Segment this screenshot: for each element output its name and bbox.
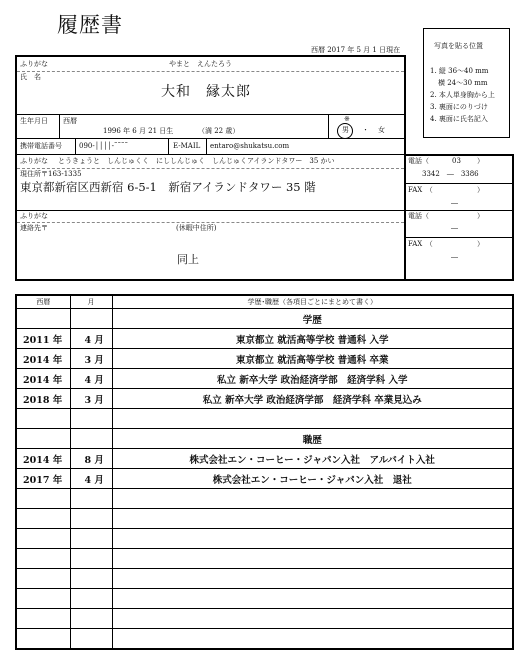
birth-era: 西暦: [63, 117, 77, 125]
address-label: 現住所〒163-1335: [20, 170, 82, 178]
history-month: [70, 309, 112, 329]
tel-close: ）: [477, 157, 484, 165]
gender-separator: ・: [362, 126, 369, 134]
history-row: [16, 629, 513, 650]
history-content: [112, 549, 513, 569]
gender-note: ※: [344, 115, 350, 123]
birth-label: 生年月日: [20, 117, 48, 125]
name-furigana: やまと えんたろう: [169, 60, 232, 68]
history-year: [16, 589, 70, 609]
email-label: E-MAIL: [173, 142, 201, 150]
history-content: 職歴: [112, 429, 513, 449]
contact-tel-dash: ―: [451, 224, 458, 232]
history-month: [70, 529, 112, 549]
tel-value: 3342 ― 3386: [422, 170, 479, 178]
history-content: [112, 509, 513, 529]
history-header-month: 月: [70, 295, 112, 309]
history-header-content: 学歴･職歴（各項目ごとにまとめて書く）: [112, 295, 513, 309]
history-year: [16, 429, 70, 449]
history-month: 8 月: [70, 449, 112, 469]
history-row: [16, 569, 513, 589]
history-month: [70, 489, 112, 509]
history-content: [112, 609, 513, 629]
contact-fax-label: FAX （: [408, 240, 433, 248]
contact-tel-label: 電話（: [408, 212, 429, 220]
history-content: [112, 589, 513, 609]
history-year: [16, 569, 70, 589]
history-year: 2014 年: [16, 349, 70, 369]
photo-title: 写真を貼る位置: [434, 42, 483, 50]
address-furigana-label: ふりがな: [20, 157, 48, 165]
history-header: [16, 295, 513, 309]
history-row: [16, 489, 513, 509]
mobile-value: 090-││││-˜˜˜˜: [79, 142, 128, 150]
photo-line: 1. 縦 36〜40 mm: [430, 67, 489, 75]
contact-note: (休暇中住所): [176, 224, 217, 232]
history-row: [16, 409, 513, 429]
contact-fax-dash: ―: [451, 253, 458, 261]
mobile-label: 携帯電話番号: [20, 142, 62, 150]
photo-line: 4. 裏面に氏名記入: [430, 115, 488, 123]
history-content: 東京都立 就活高等学校 普通科 入学: [112, 329, 513, 349]
history-content: [112, 409, 513, 429]
history-row: [16, 429, 513, 449]
history-year: [16, 509, 70, 529]
fax-close: ）: [477, 186, 484, 194]
history-year: [16, 489, 70, 509]
history-row: [16, 589, 513, 609]
history-content: 私立 新卒大学 政治経済学部 経済学科 入学: [112, 369, 513, 389]
history-month: 4 月: [70, 369, 112, 389]
photo-line: 3. 裏面にのりづけ: [430, 103, 488, 111]
history-year: [16, 409, 70, 429]
history-row: [16, 549, 513, 569]
date-line: 西暦 2017 年 5 月 1 日現在: [311, 46, 401, 54]
furigana-label: ふりがな: [20, 60, 48, 68]
history-year: 2014 年: [16, 369, 70, 389]
history-row: [16, 529, 513, 549]
history-year: 2017 年: [16, 469, 70, 489]
history-month: [70, 629, 112, 650]
gender-male: 男: [342, 126, 349, 134]
history-year: 2014 年: [16, 449, 70, 469]
history-row: [16, 389, 513, 409]
history-month: [70, 549, 112, 569]
tel-label: 電話（: [408, 157, 429, 165]
photo-line: 横 24〜30 mm: [438, 79, 488, 87]
history-content: [112, 489, 513, 509]
history-content: 株式会社エン・コーヒー・ジャパン入社 アルバイト入社: [112, 449, 513, 469]
history-content: [112, 569, 513, 589]
contact-fax-close: ）: [477, 240, 484, 248]
history-content: [112, 529, 513, 549]
history-month: 4 月: [70, 469, 112, 489]
history-header-year: 西暦: [16, 295, 70, 309]
history-month: [70, 429, 112, 449]
history-year: 2011 年: [16, 329, 70, 349]
contact-value: 同上: [177, 253, 199, 266]
history-content: 私立 新卒大学 政治経済学部 経済学科 卒業見込み: [112, 389, 513, 409]
history-year: [16, 309, 70, 329]
history-row: [16, 349, 513, 369]
photo-line: 2. 本人単身胸から上: [430, 91, 495, 99]
address-value: 東京都新宿区西新宿 6-5-1 新宿アイランドタワー 35 階: [20, 180, 316, 194]
history-content: [112, 629, 513, 650]
history-month: [70, 589, 112, 609]
fax-label: FAX （: [408, 186, 433, 194]
history-table: [15, 294, 514, 650]
history-month: 3 月: [70, 389, 112, 409]
history-month: 4 月: [70, 329, 112, 349]
history-year: [16, 529, 70, 549]
history-month: [70, 509, 112, 529]
history-row: [16, 509, 513, 529]
history-row: [16, 609, 513, 629]
name-value: 大和 縁太郎: [161, 84, 251, 100]
tel-code: 03: [452, 157, 461, 165]
gender-female: 女: [378, 126, 385, 134]
address-furigana: とうきょうと しんじゅくく にししんじゅく しんじゅくアイランドタワー 35 かい: [58, 157, 335, 165]
contact-furigana-label: ふりがな: [20, 212, 48, 220]
page-title: 履歴書: [57, 13, 123, 37]
history-row: [16, 469, 513, 489]
email-value: entaro@shukatsu.com: [210, 142, 290, 150]
history-month: 3 月: [70, 349, 112, 369]
history-month: [70, 569, 112, 589]
contact-tel-close: ）: [477, 212, 484, 220]
history-row: [16, 449, 513, 469]
history-year: [16, 609, 70, 629]
history-month: [70, 409, 112, 429]
birth-date: 1996 年 6 月 21 日生: [103, 127, 174, 135]
history-content: 株式会社エン・コーヒー・ジャパン入社 退社: [112, 469, 513, 489]
history-row: [16, 329, 513, 349]
history-content: 学歴: [112, 309, 513, 329]
history-year: [16, 549, 70, 569]
history-row: [16, 309, 513, 329]
contact-label: 連絡先〒: [20, 224, 48, 232]
birth-age: （満 22 歳）: [198, 127, 240, 135]
name-label: 氏 名: [20, 73, 41, 81]
history-row: [16, 369, 513, 389]
fax-dash: ―: [451, 199, 458, 207]
history-content: 東京都立 就活高等学校 普通科 卒業: [112, 349, 513, 369]
history-year: [16, 629, 70, 650]
history-month: [70, 609, 112, 629]
history-year: 2018 年: [16, 389, 70, 409]
personal-info-form: [15, 55, 514, 281]
